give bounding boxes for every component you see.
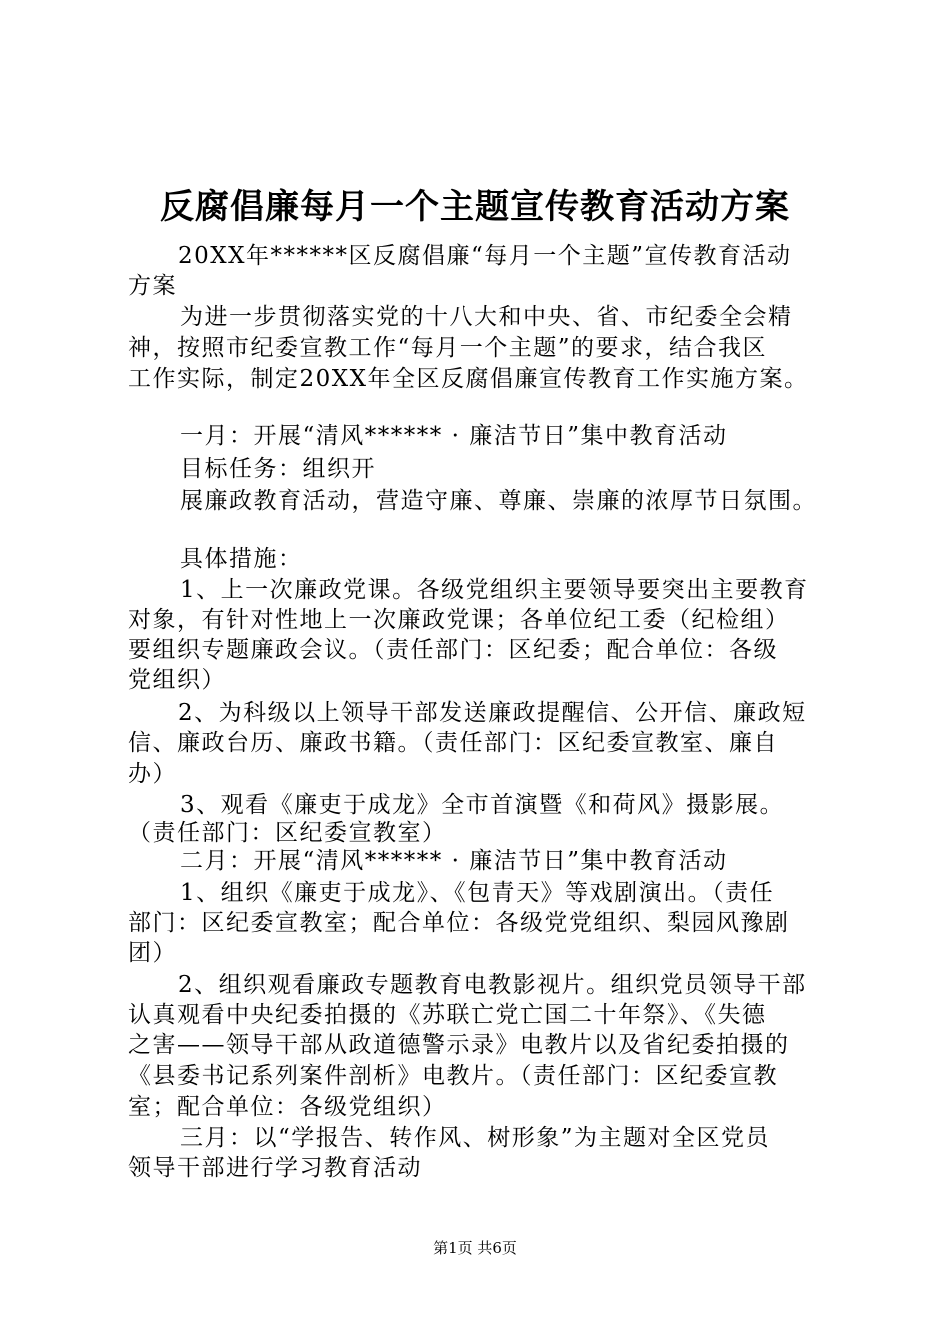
text-line: 之害——领导干部从政道德警示录》电教片以及省纪委拍摄的 [128,1032,790,1058]
text-line: 1、组织《廉吏于成龙》、《包青天》等戏剧演出。（责任 [180,880,775,906]
text-line: 《县委书记系列案件剖析》电教片。（责任部门：区纪委宣教 [128,1063,778,1089]
text-line: 目标任务：组织开 [180,456,376,482]
text-line: 2、组织观看廉政专题教育电教影视片。组织党员领导干部 [178,972,807,998]
text-line: 办） [128,761,177,787]
text-line: 对象，有针对性地上一次廉政党课；各单位纪工委（纪检组） [128,607,790,633]
text-line: 二月：开展“清风****** · 廉洁节日”集中教育活动 [180,848,728,874]
text-line: 党组织） [128,667,226,693]
text-line: 1、上一次廉政党课。各级党组织主要领导要突出主要教育 [180,577,809,603]
page-footer: 第1页 共6页 [433,1239,517,1257]
text-line: 要组织专题廉政会议。（责任部门：区纪委；配合单位：各级 [128,637,778,663]
text-line: 2、为科级以上领导干部发送廉政提醒信、公开信、廉政短 [178,700,807,726]
text-line: 方案 [128,273,177,299]
document-title: 反腐倡廉每月一个主题宣传教育活动方案 [160,187,790,227]
text-line: 团） [128,940,177,966]
text-line: 领导干部进行学习教育活动 [128,1155,422,1181]
text-line: 信、廉政台历、廉政书籍。（责任部门：区纪委宣教室、廉自 [128,730,778,756]
text-line: 具体措施： [180,546,303,572]
text-line: 认真观看中央纪委拍摄的《苏联亡党亡国二十年祭》、《失德 [128,1002,767,1028]
text-line: （责任部门：区纪委宣教室） [128,820,447,846]
text-line: 三月：以“学报告、转作风、树形象”为主题对全区党员 [180,1125,771,1151]
text-line: 20XX年******区反腐倡廉“每月一个主题”宣传教育活动 [178,243,792,269]
text-line: 3、观看《廉吏于成龙》全市首演暨《和荷风》摄影展。 [180,792,785,818]
text-line: 部门：区纪委宣教室；配合单位：各级党党组织、梨园风豫剧 [128,910,790,936]
text-line: 一月：开展“清风****** · 廉洁节日”集中教育活动 [180,423,728,449]
text-line: 室；配合单位：各级党组织） [128,1094,447,1120]
text-line: 为进一步贯彻落实党的十八大和中央、省、市纪委全会精 [180,304,793,330]
text-line: 神，按照市纪委宣教工作“每月一个主题”的要求，结合我区 [128,335,768,361]
text-line: 展廉政教育活动，营造守廉、尊廉、崇廉的浓厚节日氛围。 [180,488,817,514]
text-line: 工作实际，制定20XX年全区反腐倡廉宣传教育工作实施方案。 [128,366,809,392]
